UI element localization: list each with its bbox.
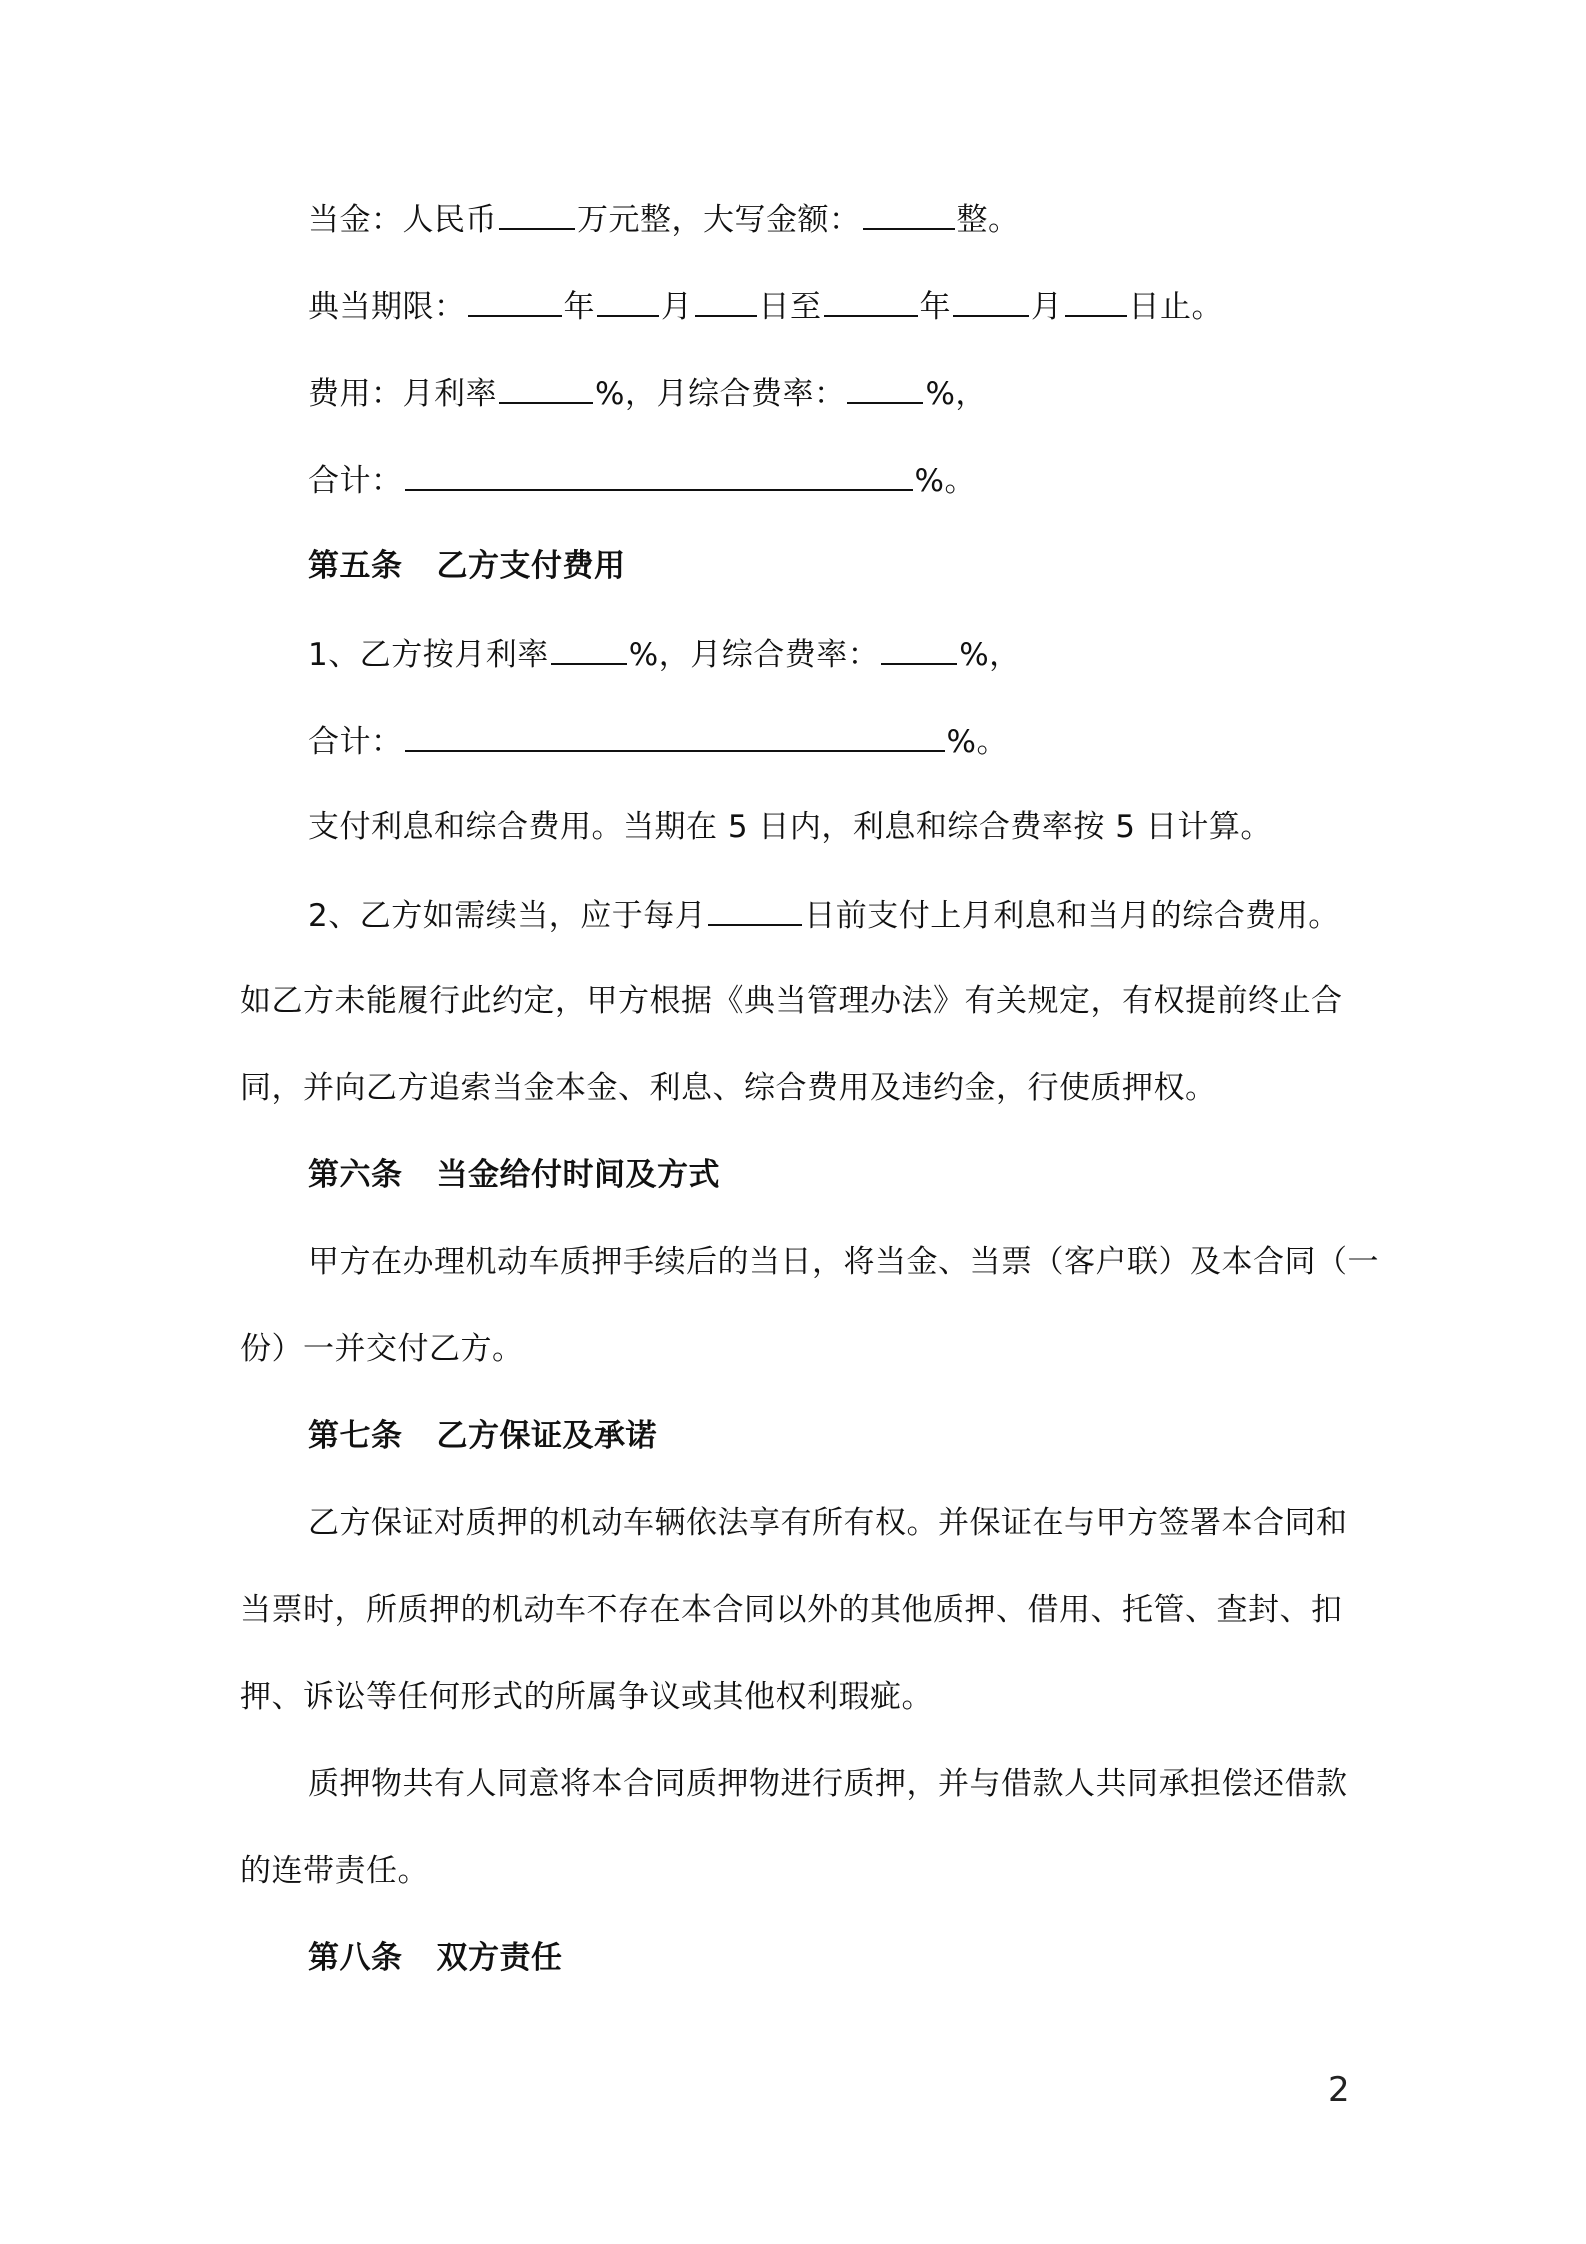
paragraph-line: [308, 1503, 1348, 1543]
article-title: 乙方支付费用: [436, 548, 626, 584]
pawn-term-line: [308, 285, 1223, 327]
paragraph-text: 乙方保证对质押的机动车辆依法享有所有权。并保证在与甲方签署本合同和: [308, 1505, 1348, 1541]
paragraph-text: 押、诉讼等任何形式的所属争议或其他权利瑕疵。: [240, 1679, 933, 1715]
article-5-item-1: [308, 633, 1021, 675]
article-6-heading: [308, 1155, 720, 1195]
day-to-label: 日至: [758, 289, 822, 325]
end-day-blank: [1065, 285, 1127, 317]
article-number: 第五条: [308, 548, 403, 584]
item-text: 2、乙方如需续当，应于每月: [308, 898, 707, 934]
amount-words-blank: [863, 198, 955, 230]
monthly-rate-label: 费用：月利率: [308, 376, 497, 412]
amount-blank: [499, 198, 575, 230]
total-label: 合计：: [308, 724, 403, 760]
paragraph-line: [308, 1242, 1379, 1282]
article-7-heading: [308, 1416, 657, 1456]
paragraph-text: 质押物共有人同意将本合同质押物进行质押，并与借款人共同承担偿还借款: [308, 1766, 1348, 1802]
paragraph-line: [240, 1851, 429, 1891]
total-line: [308, 459, 976, 501]
paragraph-text: 如乙方未能履行此约定，甲方根据《典当管理办法》有关规定，有权提前终止合: [240, 983, 1343, 1019]
percent-end: %，: [959, 637, 1021, 673]
article-5-item-2: [308, 894, 1340, 936]
item-text-end: 日前支付上月利息和当月的综合费用。: [804, 898, 1340, 934]
article-5-payment-text: [308, 807, 1272, 847]
paragraph-text: 甲方在办理机动车质押手续后的当日，将当金、当票（客户联）及本合同（一: [308, 1244, 1379, 1280]
pawn-amount-label: 当金：人民币: [308, 202, 497, 238]
percent-end: %。: [946, 724, 1008, 760]
end-year-blank: [824, 285, 918, 317]
composite-rate-label: %，月综合费率：: [595, 376, 846, 412]
start-year-blank: [468, 285, 562, 317]
paragraph-text: 份）一并交付乙方。: [240, 1331, 524, 1367]
paragraph-line: [240, 1590, 1343, 1630]
paragraph-text: 的连带责任。: [240, 1853, 429, 1889]
article-number: 第六条: [308, 1157, 403, 1193]
monthly-rate-blank: [499, 372, 593, 404]
start-month-blank: [597, 285, 659, 317]
year-label: 年: [563, 289, 595, 325]
monthly-rate-blank: [551, 633, 627, 665]
paragraph-line: [308, 1764, 1348, 1804]
total-label: 合计：: [308, 463, 403, 499]
composite-rate-blank: [847, 372, 923, 404]
article-number: 第八条: [308, 1940, 403, 1976]
paragraph-line: [240, 981, 1343, 1021]
article-5-total: [308, 720, 1008, 762]
fees-line: [308, 372, 987, 414]
article-5-heading: [308, 546, 626, 586]
percent-end: %，: [925, 376, 987, 412]
pawn-amount-line: [308, 198, 1020, 240]
paragraph-text: 同，并向乙方追索当金本金、利息、综合费用及违约金，行使质押权。: [240, 1070, 1217, 1106]
year-label: 年: [919, 289, 951, 325]
article-title: 当金给付时间及方式: [436, 1157, 720, 1193]
article-title: 乙方保证及承诺: [436, 1418, 657, 1454]
paragraph-text: 当票时，所质押的机动车不存在本合同以外的其他质押、借用、托管、查封、扣: [240, 1592, 1343, 1628]
paragraph-line: [240, 1677, 933, 1717]
paragraph-line: [240, 1068, 1217, 1108]
item-text: 1、乙方按月利率: [308, 637, 549, 673]
percent-end: %。: [914, 463, 976, 499]
article-title: 双方责任: [436, 1940, 563, 1976]
day-blank: [708, 894, 802, 926]
article-number: 第七条: [308, 1418, 403, 1454]
composite-rate-blank: [881, 633, 957, 665]
month-label: 月: [1031, 289, 1063, 325]
paragraph-line: [240, 1329, 524, 1369]
page-number: 2: [1328, 2070, 1350, 2110]
total-blank: [405, 459, 913, 491]
month-label: 月: [661, 289, 693, 325]
amount-end: 整。: [956, 202, 1020, 238]
amount-unit: 万元整，大写金额：: [577, 202, 861, 238]
composite-rate-label: %，月综合费率：: [628, 637, 880, 673]
article-8-heading: [308, 1938, 563, 1978]
start-day-blank: [695, 285, 757, 317]
end-month-blank: [953, 285, 1029, 317]
day-end-label: 日止。: [1128, 289, 1223, 325]
pawn-term-label: 典当期限：: [308, 289, 466, 325]
paragraph-text: 支付利息和综合费用。当期在 5 日内，利息和综合费率按 5 日计算。: [308, 809, 1272, 845]
total-blank: [405, 720, 945, 752]
